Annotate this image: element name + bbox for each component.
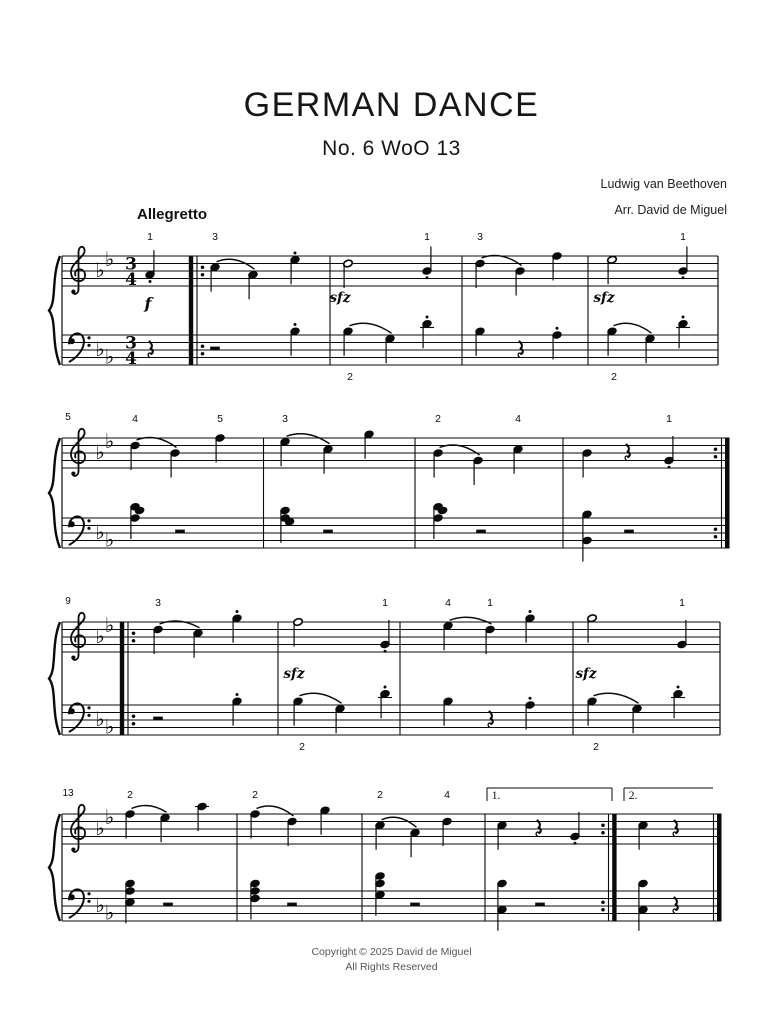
half-rest [323, 530, 333, 533]
repeat-dot [714, 527, 718, 531]
staccato-dot [574, 842, 577, 845]
fingering-number: 1 [487, 597, 493, 609]
slur [450, 617, 492, 624]
quarter-rest [518, 353, 521, 357]
flat-sign: ♭ [95, 520, 105, 544]
treble-clef [71, 805, 85, 848]
staccato-dot [384, 650, 387, 653]
fingering-number: 3 [282, 413, 288, 425]
repeat-dot [601, 831, 605, 835]
flat-sign: ♭ [104, 428, 115, 453]
repeat-dot [201, 265, 205, 269]
fingering-number: 2 [347, 371, 353, 383]
volta-label: 1. [491, 790, 501, 802]
quarter-rest [673, 832, 676, 836]
rights-line: All Rights Reserved [345, 961, 438, 973]
repeat-end-barline [612, 814, 616, 921]
slur [594, 693, 639, 703]
bass-clef [87, 706, 90, 709]
flat-sign: ♭ [95, 707, 105, 731]
fingering-number: 2 [593, 741, 599, 753]
quarter-rest [675, 898, 678, 911]
flat-sign: ♭ [104, 527, 115, 552]
fingering-number: 3 [155, 597, 161, 609]
flat-sign: ♭ [95, 337, 105, 361]
system-3 [49, 596, 720, 753]
copyright-line: Copyright © 2025 David de Miguel [311, 946, 472, 958]
flat-sign: ♭ [95, 816, 105, 840]
bass-clef [87, 900, 90, 903]
flat-sign: ♭ [104, 900, 115, 925]
fingering-number: 4 [445, 597, 451, 609]
quarter-rest [538, 821, 541, 834]
system-2 [49, 412, 730, 562]
quarter-rest [627, 445, 630, 458]
fingering-number: 2 [252, 789, 258, 801]
quarter-rest [488, 723, 491, 727]
system-1 [49, 231, 718, 383]
repeat-dot [132, 631, 136, 635]
staccato-dot [236, 610, 239, 613]
repeat-start-barline [189, 256, 193, 365]
repeat-dot [714, 535, 718, 539]
repeat-dot [132, 722, 136, 726]
staccato-dot [556, 327, 559, 330]
repeat-dot [601, 908, 605, 912]
slur [300, 693, 342, 703]
slur [217, 259, 255, 269]
flat-sign: ♭ [104, 246, 115, 271]
composer-credit: Ludwig van Beethoven [600, 177, 727, 191]
staccato-dot [682, 276, 685, 279]
piece-title: GERMAN DANCE [243, 86, 540, 124]
fingering-number: 5 [217, 413, 223, 425]
system-brace [49, 814, 60, 921]
slur [614, 323, 652, 333]
repeat-start-barline [120, 622, 124, 735]
piece-subtitle: No. 6 WoO 13 [322, 137, 461, 160]
tempo-marking: Allegretto [137, 206, 208, 223]
fingering-number: 2 [377, 789, 383, 801]
time-signature: 4 [125, 349, 137, 369]
quarter-rest [150, 342, 153, 355]
repeat-dot [714, 447, 718, 451]
fingering-number: 2 [299, 741, 305, 753]
treble-clef [71, 247, 85, 290]
flat-sign: ♭ [95, 893, 105, 917]
repeat-dot [714, 455, 718, 459]
flat-sign: ♭ [104, 344, 115, 369]
bass-clef [87, 714, 90, 717]
treble-clef [71, 848, 75, 852]
repeat-dot [201, 273, 205, 277]
slur [382, 817, 417, 827]
bass-clef [87, 344, 90, 347]
treble-clef [71, 472, 75, 476]
system-brace [49, 438, 60, 548]
dynamic-sfz: sfz [329, 290, 351, 306]
bass-clef [87, 336, 90, 339]
volta-label: 2. [628, 790, 638, 802]
flat-sign: ♭ [104, 612, 115, 637]
staccato-dot [682, 315, 685, 318]
bass-clef [87, 519, 90, 522]
measure-number: 9 [65, 596, 71, 607]
quarter-rest [148, 353, 151, 357]
staccato-dot [294, 323, 297, 326]
staccato-dot [426, 276, 429, 279]
fingering-number: 4 [132, 413, 138, 425]
half-rest [476, 530, 486, 533]
system-4 [49, 788, 722, 931]
half-rest [210, 347, 220, 350]
flat-sign: ♭ [95, 440, 105, 464]
slur [287, 434, 330, 444]
staccato-dot [236, 693, 239, 696]
fingering-number: 1 [680, 231, 686, 243]
repeat-dot [601, 900, 605, 904]
fingering-number: 4 [515, 413, 521, 425]
repeat-dot [132, 714, 136, 718]
fingering-number: 1 [666, 413, 672, 425]
dynamic-sfz: sfz [593, 290, 615, 306]
flat-sign: ♭ [104, 714, 115, 739]
system-brace [49, 256, 60, 365]
fingering-number: 1 [382, 597, 388, 609]
quarter-rest [536, 832, 539, 836]
staccato-dot [426, 315, 429, 318]
bass-clef [87, 527, 90, 530]
staccato-dot [677, 685, 680, 688]
half-rest [624, 530, 634, 533]
final-barline [717, 814, 722, 921]
measure-number: 5 [65, 412, 71, 423]
flat-sign: ♭ [104, 804, 115, 829]
dynamic-sfz: sfz [283, 666, 305, 682]
quarter-rest [625, 456, 628, 460]
fingering-number: 2 [435, 413, 441, 425]
staccato-dot [668, 466, 671, 469]
time-signature: 3 [125, 254, 137, 275]
quarter-rest [520, 342, 523, 355]
treble-clef [71, 290, 75, 294]
treble-clef [71, 613, 85, 656]
fingering-number: 1 [147, 231, 153, 243]
repeat-dot [601, 823, 605, 827]
repeat-dot [132, 639, 136, 643]
staccato-dot [294, 251, 297, 254]
quarter-rest [673, 909, 676, 913]
flat-sign: ♭ [95, 258, 105, 282]
half-rest [410, 903, 420, 906]
fingering-number: 1 [679, 597, 685, 609]
half-rest [535, 903, 545, 906]
repeat-dot [201, 344, 205, 348]
dynamic-sfz: sfz [575, 666, 597, 682]
dynamic-f: f [144, 294, 152, 313]
half-rest [287, 903, 297, 906]
quarter-rest [675, 821, 678, 834]
fingering-number: 1 [424, 231, 430, 243]
system-brace [49, 622, 60, 735]
staccato-dot [529, 697, 532, 700]
half-rest [153, 717, 163, 720]
half-rest [163, 903, 173, 906]
fingering-number: 2 [611, 371, 617, 383]
time-signature: 3 [125, 333, 137, 354]
measure-number: 13 [62, 788, 74, 799]
repeat-dot [201, 352, 205, 356]
treble-clef [71, 429, 85, 472]
fingering-number: 3 [477, 231, 483, 243]
slur [132, 806, 167, 813]
staccato-dot [529, 610, 532, 613]
fingering-number: 4 [444, 789, 450, 801]
quarter-rest [490, 712, 493, 725]
final-barline [725, 438, 730, 548]
treble-clef [71, 656, 75, 660]
staccato-dot [384, 685, 387, 688]
slur [350, 323, 392, 333]
half-rest [175, 530, 185, 533]
arranger-credit: Arr. David de Miguel [614, 203, 727, 217]
staccato-dot [149, 280, 152, 283]
fingering-number: 2 [127, 789, 133, 801]
bass-clef [87, 892, 90, 895]
flat-sign: ♭ [95, 624, 105, 648]
time-signature: 4 [125, 270, 137, 290]
fingering-number: 3 [212, 231, 218, 243]
